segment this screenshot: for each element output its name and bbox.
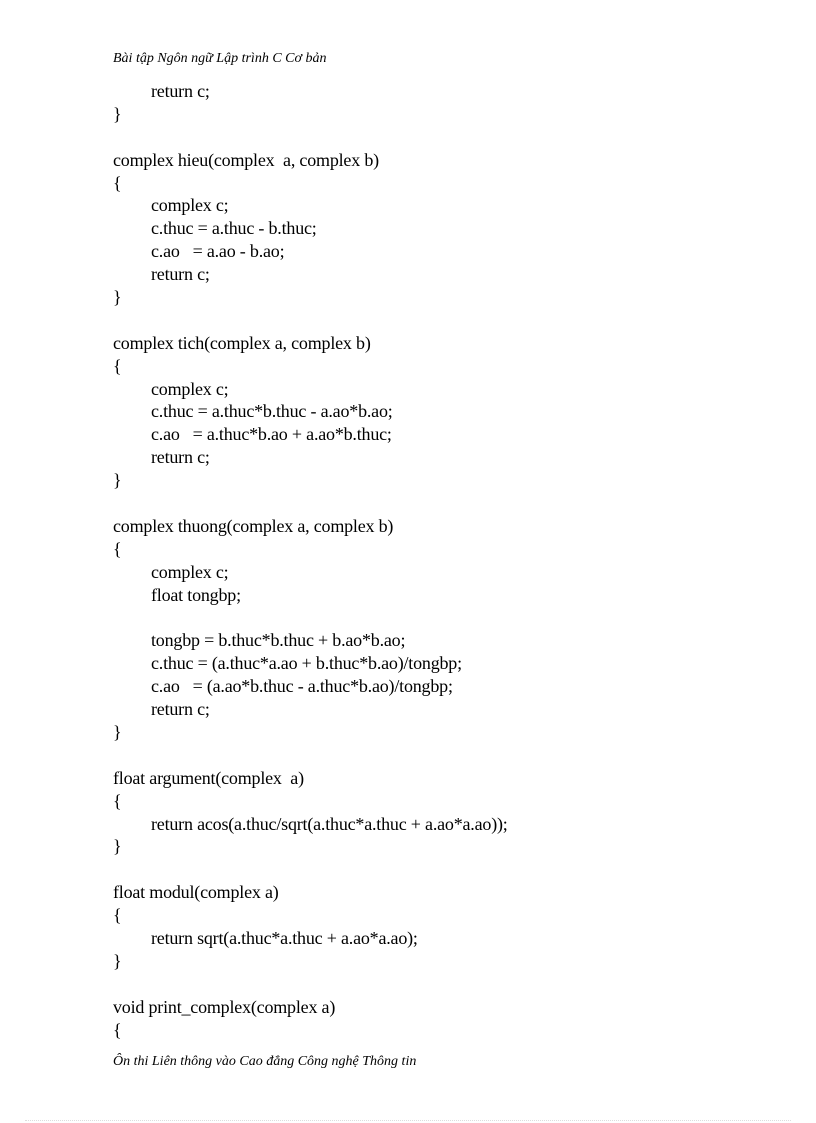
code-line: [113, 309, 753, 332]
code-line: c.thuc = a.thuc*b.thuc - a.ao*b.ao;: [151, 401, 393, 422]
code-line: c.ao = a.ao - b.ao;: [151, 241, 285, 262]
code-line: c.ao = a.thuc*b.ao + a.ao*b.thuc;: [151, 424, 392, 445]
code-line: complex c;: [151, 561, 229, 582]
code-line: {: [113, 172, 122, 193]
code-block: [113, 80, 753, 1041]
code-line: }: [113, 470, 122, 491]
code-line: complex c;: [151, 378, 229, 399]
code-line: [113, 744, 753, 767]
page-header: Bài tập Ngôn ngữ Lập trình C Cơ bản: [113, 51, 327, 66]
code-line: void print_complex(complex a): [113, 996, 336, 1017]
page-footer: Ôn thi Liên thông vào Cao đẳng Công nghệ Thông tin: [113, 1054, 417, 1069]
code-line: complex thuong(complex a, complex b): [113, 515, 394, 536]
code-line: }: [113, 836, 122, 857]
code-line: complex hieu(complex a, complex b): [113, 149, 379, 170]
code-line: return c;: [151, 447, 210, 468]
page-bottom-divider: [25, 1120, 791, 1121]
code-line: {: [113, 905, 122, 926]
code-line: }: [113, 721, 122, 742]
code-line: c.thuc = a.thuc - b.thuc;: [151, 218, 317, 239]
code-line: float modul(complex a): [113, 882, 279, 903]
code-line: {: [113, 355, 122, 376]
code-line: }: [113, 103, 122, 124]
code-line: float argument(complex a): [113, 767, 304, 788]
code-line: return c;: [151, 264, 210, 285]
code-line: {: [113, 790, 122, 811]
code-line: [113, 858, 753, 881]
code-line: }: [113, 287, 122, 308]
code-line: return c;: [151, 81, 210, 101]
code-line: return c;: [151, 699, 210, 720]
code-line: [113, 606, 753, 629]
code-line: tongbp = b.thuc*b.thuc + b.ao*b.ao;: [151, 630, 406, 651]
code-line: }: [113, 950, 122, 971]
code-line: complex c;: [151, 195, 229, 216]
code-line: {: [113, 1019, 122, 1040]
code-line: float tongbp;: [151, 584, 241, 605]
code-line: {: [113, 538, 122, 559]
code-line: [113, 126, 753, 149]
code-line: return acos(a.thuc/sqrt(a.thuc*a.thuc + a.ao*a.ao));: [151, 813, 508, 834]
code-line: return sqrt(a.thuc*a.thuc + a.ao*a.ao);: [151, 927, 418, 948]
code-line: [113, 973, 753, 996]
code-line: [113, 492, 753, 515]
code-line: complex tich(complex a, complex b): [113, 332, 371, 353]
code-line: c.thuc = (a.thuc*a.ao + b.thuc*b.ao)/tongbp;: [151, 653, 462, 674]
code-line: c.ao = (a.ao*b.thuc - a.thuc*b.ao)/tongbp;: [151, 676, 453, 697]
